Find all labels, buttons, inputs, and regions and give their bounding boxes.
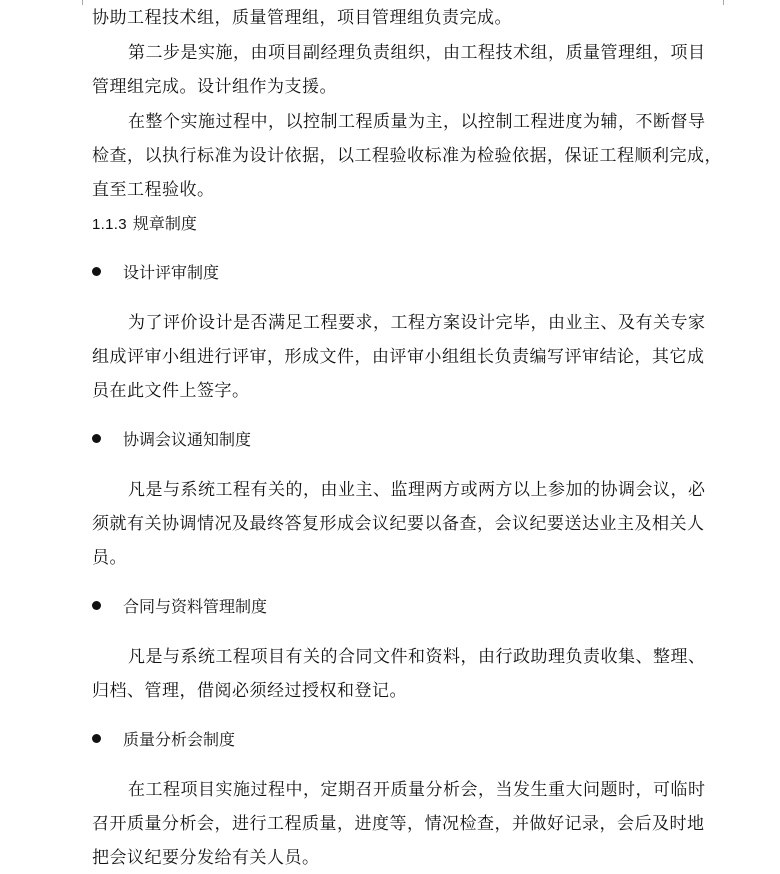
- paragraph-line: 归档、管理，借阅必须经过授权和登记。: [92, 681, 407, 701]
- paragraph-line: 管理组完成。设计组作为支援。: [92, 77, 337, 97]
- paragraph-line: 在工程项目实施过程中，定期召开质量分析会，当发生重大问题时，可临时: [128, 780, 706, 800]
- bullet-item-title: [92, 262, 219, 284]
- section-title: 规章制度: [132, 214, 197, 233]
- bullet-item-title: [92, 729, 235, 751]
- paragraph-line: 第二步是实施，由项目副经理负责组织，由工程技术组，质量管理组，项目: [128, 43, 706, 63]
- paragraph-line: 须就有关协调情况及最终答复形成会议纪要以备查，会议纪要送达业主及相关人: [92, 514, 705, 534]
- bullet-icon: [92, 734, 101, 743]
- bullet-item-title: [92, 596, 267, 618]
- bullet-icon: [92, 434, 101, 443]
- paragraph-line: 为了评价设计是否满足工程要求，工程方案设计完毕，由业主、及有关专家: [128, 313, 706, 333]
- paragraph-line: 凡是与系统工程有关的，由业主、监理两方或两方以上参加的协调会议，必: [128, 480, 706, 500]
- paragraph-line: 协助工程技术组，质量管理组，项目管理组负责完成。: [92, 8, 512, 28]
- paragraph-line: 检查，以执行标准为设计依据，以工程验收标准为检验依据，保证工程顺利完成，: [92, 146, 722, 166]
- bullet-icon: [92, 601, 101, 610]
- paragraph-line: 直至工程验收。: [92, 180, 215, 200]
- paragraph-line: 组成评审小组进行评审，形成文件，由评审小组组长负责编写评审结论，其它成: [92, 347, 705, 367]
- paragraph-line: 召开质量分析会，进行工程质量，进度等，情况检查，并做好记录，会后及时地: [92, 814, 705, 834]
- paragraph-line: 员在此文件上签字。: [92, 381, 250, 401]
- paragraph-line: 把会议纪要分发给有关人员。: [92, 848, 320, 868]
- bullet-item-label: 协调会议通知制度: [123, 430, 252, 449]
- paragraph-line: 凡是与系统工程项目有关的合同文件和资料，由行政助理负责收集、整理、: [128, 647, 706, 667]
- section-heading: [92, 213, 197, 236]
- bullet-item-label: 合同与资料管理制度: [123, 597, 268, 616]
- bullet-item-label: 设计评审制度: [123, 263, 220, 282]
- paragraph-line: 在整个实施过程中，以控制工程质量为主，以控制工程进度为辅，不断督导: [128, 112, 706, 132]
- bullet-item-label: 质量分析会制度: [123, 730, 236, 749]
- bullet-icon: [92, 267, 101, 276]
- bullet-item-title: [92, 429, 251, 451]
- section-number: 1.1.3: [92, 216, 127, 233]
- paragraph-line: 员。: [92, 548, 127, 568]
- page-corner-mark-left: [66, 0, 83, 5]
- page-corner-mark-right: [723, 0, 740, 5]
